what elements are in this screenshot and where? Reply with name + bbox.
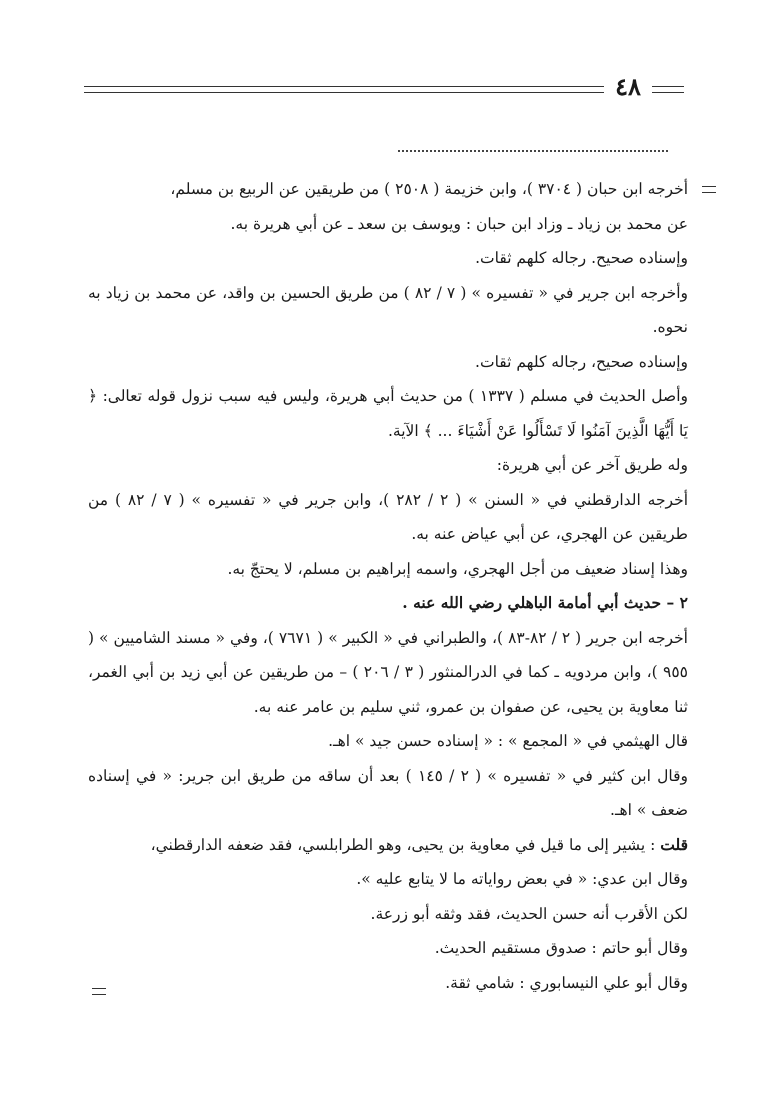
- qult-label: قلت: [660, 834, 688, 854]
- text-line: وهذا إسناد ضعيف من أجل الهجري، واسمه إبراهيم بن مسلم، لا يحتجّ به.: [227, 559, 688, 578]
- header-rule: [84, 86, 604, 93]
- text-line: وأخرجه ابن جرير في « تفسيره » ( ٧ / ٨٢ ) من طريق الحسين بن واقد، عن محمد بن زياد به نحوه.: [88, 283, 688, 336]
- text-line: لكن الأقرب أنه حسن الحديث، فقد وثقه أبو زرعة.: [370, 904, 688, 923]
- text-line: أخرجه ابن حبان ( ٣٧٠٤ )، وابن خزيمة ( ٢٥٠٨ ) من طريقين عن الربيع بن مسلم،: [170, 180, 688, 198]
- qult-text: : يشير إلى ما قيل في معاوية بن يحيى، وهو الطرابلسي، فقد ضعفه الدارقطني،: [150, 835, 661, 854]
- text-line: أخرجه الدارقطني في « السنن » ( ٢ / ٢٨٢ )، وابن جرير في « تفسيره » ( ٧ / ٨٢ ) من طريقين عن الهجري، عن أبي عياض عنه به.: [88, 490, 688, 543]
- text-line: وأصل الحديث في مسلم ( ١٣٣٧ ) من حديث أبي هريرة، وليس فيه سبب نزول قوله تعالى: ﴿ يَا أَيُّهَا الَّذِينَ آمَنُوا لَا تَسْأَلُوا عَنْ أَشْيَاءَ ... ﴾ الآية.: [88, 387, 689, 440]
- text-line: وقال ابن كثير في « تفسيره » ( ٢ / ١٤٥ ) بعد أن ساقه من طريق ابن جرير: « في إسناده ضعف » اهـ.: [88, 766, 688, 819]
- page-header: [84, 72, 684, 102]
- text-line: وإسناده صحيح. رجاله كلهم ثقات.: [475, 249, 688, 267]
- dotted-separator: [398, 150, 668, 152]
- section-heading: ٢ – حديث أبي أمامة الباهلي رضي الله عنه .: [402, 593, 688, 612]
- text-line: عن محمد بن زياد ـ وزاد ابن حبان : ويوسف بن سعد ـ عن أبي هريرة به.: [230, 214, 688, 233]
- continuation-mark-top: [702, 186, 716, 193]
- text-line: وله طريق آخر عن أبي هريرة:: [496, 456, 688, 474]
- text-line: قال الهيثمي في « المجمع » : « إسناده حسن جيد » اهـ.: [328, 732, 688, 750]
- text-line: وإسناده صحيح، رجاله كلهم ثقات.: [475, 352, 688, 371]
- text-line: وقال أبو علي النيسابوري : شامي ثقة.: [445, 973, 688, 992]
- footnote-body: [88, 172, 688, 1000]
- text-line: وقال أبو حاتم : صدوق مستقيم الحديث.: [434, 939, 688, 957]
- text-line: أخرجه ابن جرير ( ٢ / ٨٢-٨٣ )، والطبراني في « الكبير » ( ٧٦٧١ )، وفي « مسند الشاميين » ( ٩٥٥ )، وابن مردويه ـ كما في الدرالمنثور ( ٣ / ٢٠٦ ) – من طريقين عن أبي زيد بن أبي الغمر، ثنا معاوية بن يحيى، عن صفوان بن عمرو، ثني سليم بن عامر عنه به.: [88, 628, 689, 716]
- page-number: ٤٨: [615, 72, 641, 101]
- header-rule-short: [652, 86, 684, 93]
- qult-paragraph: [88, 828, 688, 863]
- text-line: وقال ابن عدي: « في بعض رواياته ما لا يتابع عليه ».: [356, 870, 688, 888]
